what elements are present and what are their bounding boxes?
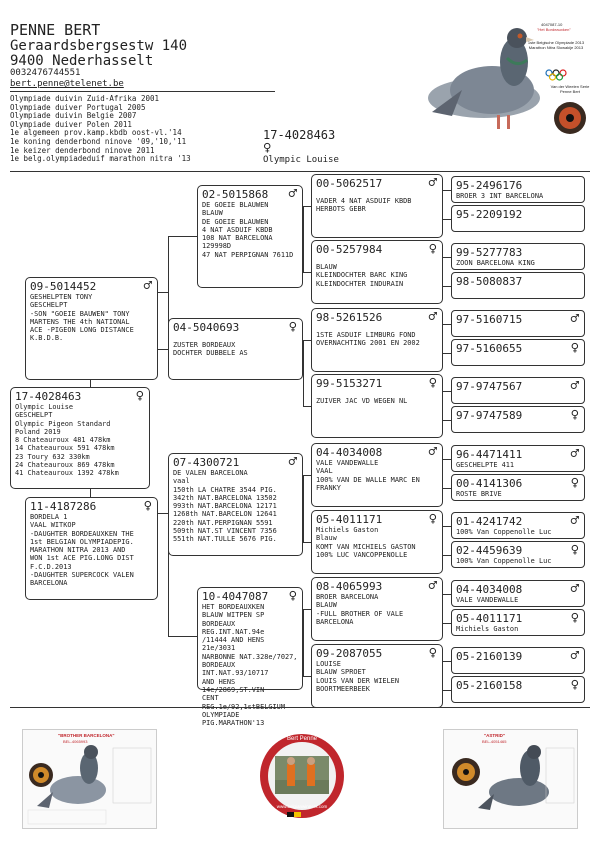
left-pigeon-card [22,729,157,829]
pigeon-description: 1STE ASDUIF LIMBURG FOND OVERNACHTING 2001 EN 2002 [316,331,420,348]
ring-number: 01-4241742 [456,515,523,528]
pedigree-box-g5-5[interactable] [451,339,585,366]
pigeon-description: GESHELPTEN TONY GESCHELPT -SON "GOEIE BAUWEN" TONY MARTENS THE 4th NATIONAL ACE -PIGEON LONG DISTANCE K.B.D.B. [30,293,134,343]
achievements-list [10,95,191,164]
owner-street: Geraardsbergsestw 140 [10,38,188,54]
ring-number: 99-5277783 [456,246,523,259]
male-icon: ♂ [570,648,579,664]
connector-line [443,661,451,662]
pigeon-description: BROER 3 INT BARCELONA [456,192,544,200]
footer-separator [10,707,590,708]
main-name: Olympic Louise [263,155,339,165]
pedigree-box-g5-15[interactable] [451,676,585,703]
connector-line [168,236,197,237]
male-icon: ♂ [428,175,437,191]
owner-phone: 0032476744551 [10,68,81,78]
ring-number: 98-5080837 [456,275,523,288]
pedigree-box-g5-8[interactable] [451,445,585,472]
ring-number: 98-5261526 [316,311,383,324]
connector-line [303,475,304,543]
pedigree-box-g5-3[interactable] [451,272,585,299]
pedigree-box-dsd[interactable] [311,510,443,574]
achievement-item: Olympiade duivin Zuid-Afrika 2001 [10,94,160,103]
connector-line [303,206,311,207]
pedigree-box-g5-9[interactable] [451,474,585,501]
ring-number: 05-2160139 [456,650,523,663]
header-separator [10,171,590,172]
pigeon-description: LOUISE BLAUW SPROET LOUIS VAN DER WIELEN BOORTMEERBEEK [316,660,399,693]
ring-number: 00-5257984 [316,243,383,256]
pigeon-description: 100% Van Coppenolle Luc [456,528,552,536]
male-icon: ♂ [570,378,579,394]
connector-line [443,190,451,191]
female-icon: ♀ [135,388,144,404]
ring-number: 17-4028463 [15,390,82,403]
ring-number: 00-4141306 [456,477,523,490]
pedigree-box-g5-2[interactable] [451,243,585,270]
pedigree-box-sss[interactable] [311,174,443,238]
female-icon: ♀ [570,475,579,491]
connector-line [443,420,451,421]
ring-number: 04-4034008 [456,583,523,596]
ring-number: 95-2209192 [456,208,523,221]
female-icon: ♀ [428,375,437,391]
female-icon: ♀ [570,407,579,423]
connector-line [168,480,169,636]
female-icon: ♀ [143,498,152,514]
female-icon: ♀ [428,241,437,257]
pedigree-box-ddd[interactable] [311,644,443,708]
female-icon: ♀ [428,645,437,661]
ring-number: 07-4300721 [173,456,240,469]
left-card-ring: BEL-4065993 [63,739,88,744]
pedigree-box-g5-10[interactable] [451,512,585,539]
pedigree-box-sdd[interactable] [311,374,443,438]
photo-caption: 1ste Belgische Olympiade 2013 Marathon Nitra Slowakije 2013 [527,40,585,50]
connector-line [443,555,451,556]
male-icon: ♂ [428,578,437,594]
ring-number: 02-5015868 [202,188,269,201]
pigeon-description: VALE VANDEWALLE VAAL 100% VAN DE WALLE MARC EN FRANKY [316,459,420,492]
pedigree-box-g5-4[interactable] [451,310,585,337]
owner-name: PENNE BERT [10,21,101,39]
connector-line [158,513,168,514]
breeder-logo [257,728,347,826]
ring-number: 97-9747589 [456,409,523,422]
ring-number: 95-2496176 [456,179,523,192]
pedigree-box-dss[interactable] [311,443,443,507]
connector-line [303,676,311,677]
pigeon-description: DE GOEIE BLAUWEN BLAUW DE GOEIE BLAUWEN 4 NAT ASDUIF KBDB 108 NAT BARCELONA 129998D 47 NAT PERPIGNAN 7611D [202,201,294,259]
male-icon: ♂ [570,513,579,529]
ring-number: 97-9747567 [456,380,523,393]
ring-number: 97-5160715 [456,313,523,326]
pigeon-description: Michiels Gaston [456,625,519,633]
pigeon-description: Olympic Louise GESCHELPT Olympic Pigeon Standard Poland 2019 8 Chateauroux 481 478km 14 Chateauroux 591 478km 23 Toury 632 330km 24 Chateauroux 869 478km 41 Chateauroux 1392 478km [15,403,119,478]
pedigree-box-ss[interactable] [197,185,303,288]
logo-top-text: Bert Penne [286,736,318,742]
pedigree-box-sire[interactable] [25,277,158,380]
connector-line [168,236,169,354]
connector-line [303,609,311,610]
male-icon: ♂ [428,444,437,460]
connector-line [443,324,451,325]
connector-line [443,690,451,691]
achievement-item: 1e koning denderbond ninove '09,'10,'11 [10,136,187,146]
right-card-title: "ASTRID" [484,733,506,738]
pedigree-box-dam[interactable] [25,497,158,600]
ring-number: 97-5160655 [456,342,523,355]
female-icon: ♀ [570,542,579,558]
ring-number: 05-2160158 [456,679,523,692]
ring-number: 09-5014452 [30,280,97,293]
right-pigeon-card [443,729,578,829]
ring-number: 08-4065993 [316,580,383,593]
owner-email[interactable]: bert.penne@telenet.be [10,79,124,89]
pedigree-box-dd[interactable] [197,587,303,728]
pedigree-box-dds[interactable] [311,577,443,641]
pedigree-box-sds[interactable] [311,308,443,372]
achievement-item: Olympiade duiver Polen 2011 [10,119,132,129]
connector-line [303,206,304,273]
pigeon-description: HET BORDEAUXKEN BLAUW WITPEN SP BORDEAUX REG.INT.NAT.94e /11444 AND HENS 21e/3031 NARBONNE NAT.328e/7027, BORDEAUX INT.NAT.93/10717 AND HENS 14e/2869,ST.VIN CENT OLYMPIADE PIG.MARATHON'13 [202,603,298,728]
pedigree-box-g5-14[interactable] [451,647,585,674]
right-card-ring: BEL-4051465 [482,739,507,744]
pedigree-box-g5-11[interactable] [451,541,585,568]
pedigree-box-subject[interactable] [10,387,150,489]
female-icon: ♀ [263,140,272,156]
male-icon: ♂ [288,454,297,470]
pigeon-description: ZUSTER BORDEAUX DOCHTER DUBBELE AS [173,341,248,358]
connector-line [303,406,311,407]
connector-line [443,353,451,354]
left-card-title: "BROTHER BARCELONA" [58,733,115,738]
male-icon: ♂ [143,278,152,294]
female-icon: ♀ [570,610,579,626]
pigeon-description: ZUIVER JAC VD WEGEN NL [316,397,408,405]
pedigree-box-g5-12[interactable] [451,580,585,607]
pigeon-description: BLAUW KLEINDOCHTER BARC KING KLEINDOCHTER INDURAIN [316,263,408,288]
ring-number: 96-4471411 [456,448,523,461]
pigeon-description: GESCHELPTE 411 [456,461,515,469]
achievement-item: Olympiade duivin Belgie 2007 [10,111,137,121]
pedigree-box-sd[interactable] [168,318,303,380]
connector-line [303,542,311,543]
ring-number: 10-4047087 [202,590,269,603]
pedigree-box-g5-0[interactable] [451,176,585,203]
male-icon: ♂ [428,309,437,325]
pigeon-description: BORDELA 1 VAAL WITKOP -DAUGHTER BORDEAUXKEN THE 1st BELGIAN OLYMPIADEPIG. MARATHON NITRA 2013 AND WON 1st ACE PIG.LONG DIST F.C.D.2013 -DAUGHTER SUPERCOCK VALEN BARCELONA [30,513,134,588]
connector-line [443,594,451,595]
pedigree-box-g5-13[interactable] [451,609,585,636]
connector-line [443,459,451,460]
achievement-item: Olympiade duiver Portugal 2005 [10,102,146,112]
ring-number: 02-4459639 [456,544,523,557]
connector-line [443,526,451,527]
main-ring: 17-4028463 [263,128,336,142]
connector-line [303,609,304,677]
header-divider [10,91,275,92]
female-icon: ♀ [570,677,579,693]
photo-name: "Het Bordeauxken" [537,27,571,32]
female-icon: ♀ [428,511,437,527]
connector-line [303,340,304,407]
male-icon: ♂ [288,186,297,202]
pigeon-description: VADER 4 NAT ASDUIF KBDB HERBOTS GEBR [316,197,412,214]
connector-line [303,475,311,476]
connector-line [443,219,451,220]
connector-line [443,488,451,489]
connector-line [303,340,311,341]
achievement-item: 1e keizer denderbond ninove 2011 [10,145,155,155]
ring-number: 11-4187286 [30,500,97,513]
pigeon-description: ROSTE BRIVE [456,490,502,498]
pedigree-box-ds[interactable] [168,453,303,556]
connector-line [303,272,311,273]
connector-line [158,292,168,293]
pigeon-description: VALE VANDEWALLE [456,596,519,604]
connector-line [443,286,451,287]
pedigree-box-g5-1[interactable] [451,205,585,232]
pigeon-description: ZOON BARCELONA KING [456,259,535,267]
pedigree-box-g5-6[interactable] [451,377,585,404]
connector-line [443,391,451,392]
female-icon: ♀ [570,340,579,356]
ring-number: 00-5062517 [316,177,383,190]
ring-number: 05-4011171 [456,612,523,625]
pigeon-photo [422,20,592,138]
photo-breeder: Van der Weelen Serie Penne Bert [550,84,590,94]
female-icon: ♀ [288,588,297,604]
photo-ring: 4047087-10 [541,22,563,27]
connector-line [158,349,168,350]
achievement-item: 1e algemeen prov.kamp.kbdb oost-vl.'14 [10,128,182,138]
pedigree-box-g5-7[interactable] [451,406,585,433]
female-icon: ♀ [288,319,297,335]
ring-number: 05-4011171 [316,513,383,526]
pedigree-box-ssd[interactable] [311,240,443,304]
logo-bottom-text: www.belgianwinners.com [276,804,328,809]
male-icon: ♂ [570,446,579,462]
connector-line [443,623,451,624]
connector-line [90,380,91,387]
pigeon-description: DE VALEN BARCELONA vaal 150th LA CHATRE 3544 PIG. 342th NAT.BARCELONA 13502 993th NAT.BARCELONA 12171 1268th NAT.BARCELON 12641 220th NAT.PERPIGNAN 5591 509th NAT.ST VINCENT 7356 551th NAT.TULLE 5676 PIG. [173,469,277,544]
connector-line [168,636,197,637]
male-icon: ♂ [570,581,579,597]
owner-city: 9400 Nederhasselt [10,53,154,69]
pigeon-description: BROER BARCELONA BLAUW -FULL BROTHER OF VALE BARCELONA [316,593,404,626]
connector-line [90,489,91,497]
connector-line [443,257,451,258]
ring-number: 04-5040693 [173,321,240,334]
ring-number: 99-5153271 [316,377,383,390]
pigeon-description: 100% Van Coppenolle Luc [456,557,552,565]
achievement-item: 1e belg.olympiadeduif marathon nitra '13 [10,154,191,164]
ring-number: 09-2087055 [316,647,383,660]
male-icon: ♂ [570,311,579,327]
pigeon-description: Michiels Gaston Blauw KOMT VAN MICHIELS GASTON 100% LUC VANCOPPENOLLE [316,526,416,559]
ring-number: 04-4034008 [316,446,383,459]
